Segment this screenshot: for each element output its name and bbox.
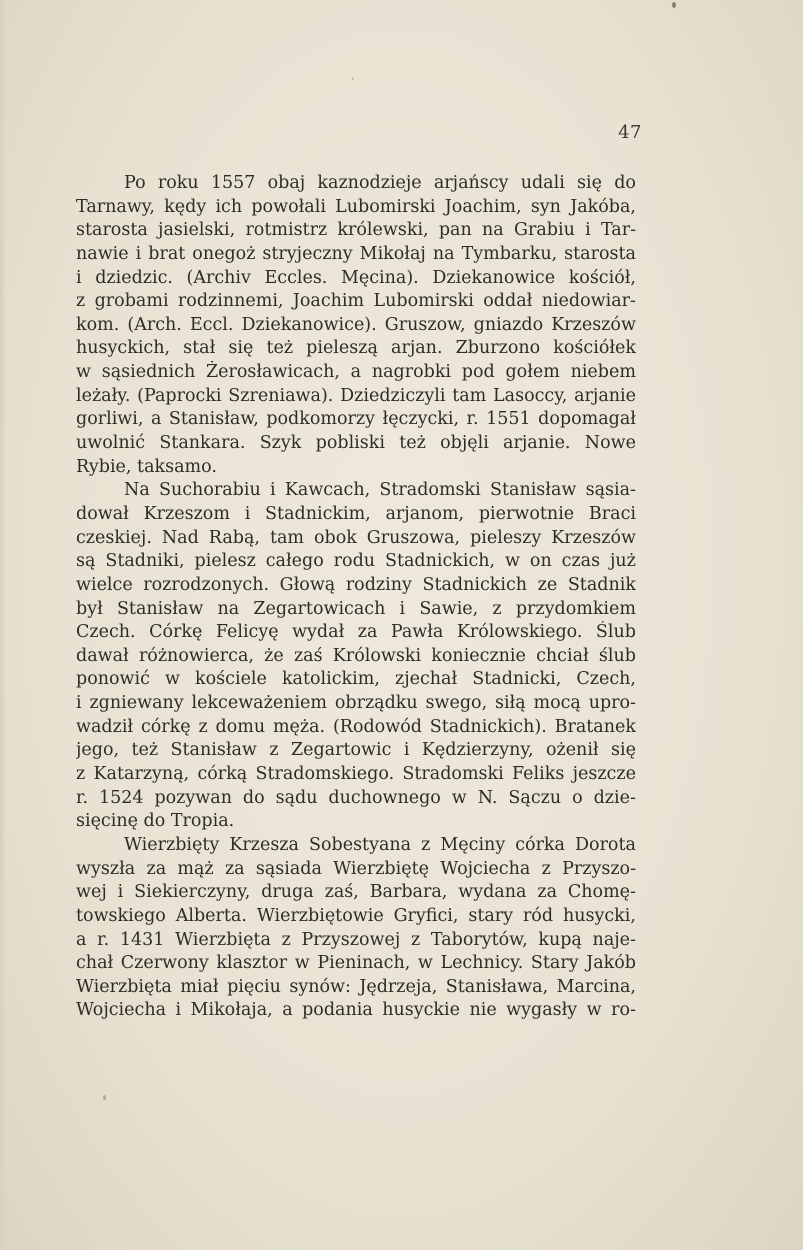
text-line: wielce rozrodzonych. Głową rodziny Stadnickich ze Stadnik bbox=[76, 574, 636, 595]
text-line: ponowić w kościele katolickim, zjechał Stadnicki, Czech, bbox=[76, 669, 636, 690]
text-line: Tarnawy, kędy ich powołali Lubomirski Joachim, syn Jakóba, bbox=[76, 196, 636, 217]
text-line: husyckich, stał się też pieleszą arjan. Zburzono kościółek bbox=[76, 338, 636, 359]
text-line: wyszła za mąż za sąsiada Wierzbiętę Wojciecha z Przyszo- bbox=[76, 858, 636, 879]
text-line: w sąsiednich Żerosławicach, a nagrobki pod gołem niebem bbox=[76, 362, 636, 383]
text-line: Na Suchorabiu i Kawcach, Stradomski Stanisław sąsia- bbox=[124, 480, 636, 501]
paper-speck bbox=[103, 1095, 106, 1100]
text-line: Wierzbięta miał pięciu synów: Jędrzeja, Stanisława, Marcina, bbox=[76, 976, 636, 997]
text-line: Czech. Córkę Felicyę wydał za Pawła Królowskiego. Ślub bbox=[76, 622, 636, 643]
text-line: towskiego Alberta. Wierzbiętowie Gryfici, stary ród husycki, bbox=[76, 905, 636, 926]
text-line: wadził córkę z domu męża. (Rodowód Stadnickich). Bratanek bbox=[76, 716, 636, 737]
text-line: wej i Siekierczyny, druga zaś, Barbara, wydana za Chomę- bbox=[76, 882, 636, 903]
text-line: chał Czerwony klasztor w Pieninach, w Lechnicy. Stary Jakób bbox=[76, 953, 636, 974]
text-line: a r. 1431 Wierzbięta z Przyszowej z Taborytów, kupą naje- bbox=[76, 929, 636, 950]
text-line: z Katarzyną, córką Stradomskiego. Stradomski Feliks jeszcze bbox=[76, 764, 636, 785]
page-number: 47 bbox=[618, 122, 642, 143]
text-line: kom. (Arch. Eccl. Dziekanowice). Gruszow, gniazdo Krzeszów bbox=[76, 314, 636, 335]
text-line: jego, też Stanisław z Zegartowic i Kędzierzyny, ożenił się bbox=[76, 740, 636, 761]
text-line: starosta jasielski, rotmistrz królewski, pan na Grabiu i Tar- bbox=[76, 220, 636, 241]
text-line: Rybie, taksamo. bbox=[76, 456, 217, 477]
text-line: dawał różnowierca, że zaś Królowski koniecznie chciał ślub bbox=[76, 645, 636, 666]
text-line: dował Krzeszom i Stadnickim, arjanom, pierwotnie Braci bbox=[76, 503, 636, 524]
text-line: i zgniewany lekceważeniem obrządku swego, siłą mocą upro- bbox=[76, 693, 636, 714]
text-line: leżały. (Paprocki Szreniawa). Dziedziczyli tam Lasoccy, arjanie bbox=[76, 385, 636, 406]
text-line: Wojciecha i Mikołaja, a podania husyckie nie wygasły w ro- bbox=[76, 1000, 636, 1021]
text-line: r. 1524 pozywan do sądu duchownego w N. Sączu o dzie- bbox=[76, 787, 636, 808]
paper-speck bbox=[672, 2, 676, 8]
text-line: są Stadniki, pielesz całego rodu Stadnickich, w on czas już bbox=[76, 551, 636, 572]
text-line: i dziedzic. (Archiv Eccles. Męcina). Dziekanowice kościół, bbox=[76, 267, 636, 288]
text-line: uwolnić Stankara. Szyk pobliski też objęli arjanie. Nowe bbox=[76, 433, 636, 454]
text-line: z grobami rodzinnemi, Joachim Lubomirski oddał niedowiar- bbox=[76, 291, 636, 312]
page-edge-shadow bbox=[0, 0, 6, 1250]
text-line: czeskiej. Nad Rabą, tam obok Gruszowa, pieleszy Krzeszów bbox=[76, 527, 636, 548]
text-line: gorliwi, a Stanisław, podkomorzy łęczycki, r. 1551 dopomagał bbox=[76, 409, 636, 430]
paper-speck bbox=[352, 77, 354, 80]
text-line: Wierzbięty Krzesza Sobestyana z Męciny córka Dorota bbox=[124, 834, 636, 855]
body-text bbox=[76, 172, 636, 1023]
text-line: był Stanisław na Zegartowicach i Sawie, z przydomkiem bbox=[76, 598, 636, 619]
text-line: nawie i brat onegoż stryjeczny Mikołaj na Tymbarku, starosta bbox=[76, 243, 636, 264]
text-line: sięcinę do Tropia. bbox=[76, 811, 235, 832]
text-line: Po roku 1557 obaj kaznodzieje arjańscy udali się do bbox=[124, 173, 636, 193]
